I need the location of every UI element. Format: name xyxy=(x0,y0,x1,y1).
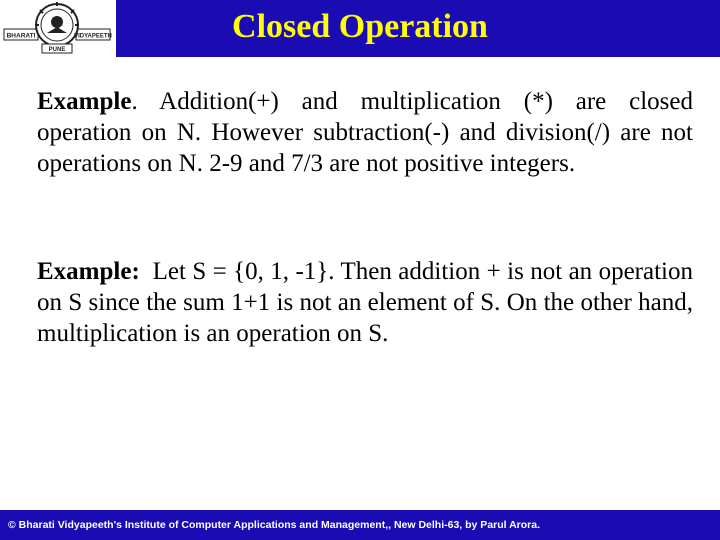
example-paragraph-1 xyxy=(37,86,693,179)
logo-bottom-text: PUNE xyxy=(48,47,66,53)
logo xyxy=(0,0,116,57)
example-2-lead: Example: xyxy=(37,258,140,285)
bharati-vidyapeeth-emblem-icon xyxy=(0,0,116,57)
slide-title: Closed Operation xyxy=(232,8,488,45)
footer-bar xyxy=(0,510,720,540)
example-2-text: Let S = {0, 1, -1}. Then addition + is not an operation on S since the sum 1+1 is not an element of S. On the other hand, multiplication is an operation on S. xyxy=(37,258,700,347)
footer-copyright: © Bharati Vidyapeeth's Institute of Computer Applications and Management,, New Delhi-63, by Parul Arora. xyxy=(8,519,541,531)
logo-right-text: VIDYAPEETH xyxy=(74,33,112,40)
header-bar xyxy=(0,0,720,57)
example-1-text: . Addition(+) and multiplication (*) are closed operation on N. However subtraction(-) and division(/) are not operations on N. 2-9 and 7/3 are not positive integers. xyxy=(37,88,693,177)
example-1-lead: Example xyxy=(37,88,132,115)
example-paragraph-2 xyxy=(37,256,700,349)
logo-left-text: BHARATI xyxy=(6,32,36,40)
